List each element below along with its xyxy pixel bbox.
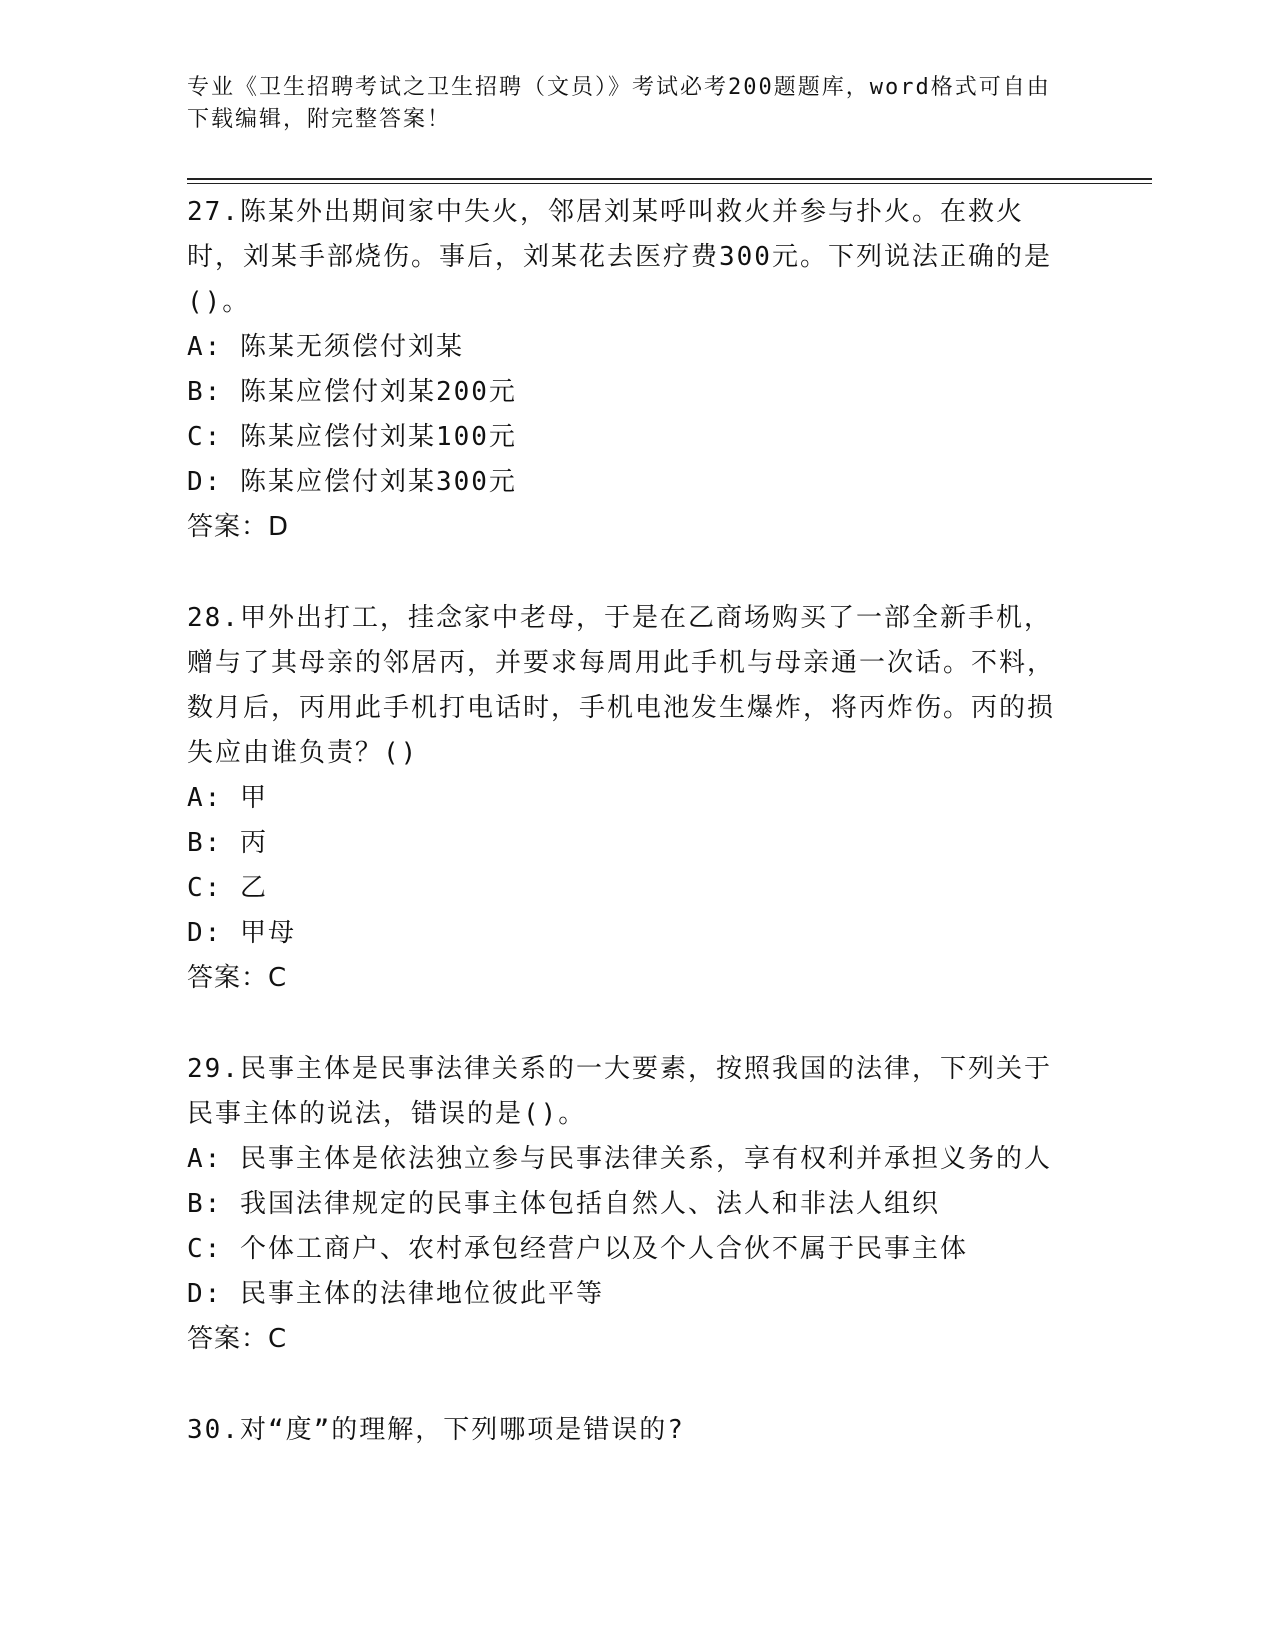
answer-label: 答案：D bbox=[187, 512, 290, 542]
question-text: 28.甲外出打工，挂念家中老母，于是在乙商场购买了一部全新手机，赠与了其母亲的邻居丙，并要求每周用此手机与母亲通一次话。不料，数月后，丙用此手机打电话时，手机电池发生爆炸，将丙炸伤。丙的损失应由谁负责？() bbox=[187, 603, 1056, 768]
question-text: 29.民事主体是民事法律关系的一大要素，按照我国的法律，下列关于民事主体的说法，错误的是()。 bbox=[187, 1054, 1052, 1129]
header-rule-thick bbox=[187, 178, 1152, 180]
question-text: 30.对“度”的理解，下列哪项是错误的? bbox=[187, 1415, 685, 1445]
question-28 bbox=[187, 596, 1067, 1001]
document-header: 专业《卫生招聘考试之卫生招聘（文员）》考试必考200题题库，word格式可自由下载编辑，附完整答案！ bbox=[187, 75, 1051, 132]
option-b: B: 陈某应偿付刘某200元 bbox=[187, 377, 517, 407]
option-d: D: 民事主体的法律地位彼此平等 bbox=[187, 1279, 604, 1309]
option-a: A: 甲 bbox=[187, 783, 268, 813]
option-c: C: 个体工商户、农村承包经营户以及个人合伙不属于民事主体 bbox=[187, 1234, 968, 1264]
option-a: A: 陈某无须偿付刘某 bbox=[187, 332, 464, 362]
question-30 bbox=[187, 1408, 1067, 1453]
answer-label: 答案：C bbox=[187, 1324, 288, 1354]
answer-label: 答案：C bbox=[187, 963, 288, 993]
option-d: D: 甲母 bbox=[187, 918, 296, 948]
question-29 bbox=[187, 1047, 1067, 1362]
option-b: B: 丙 bbox=[187, 828, 268, 858]
option-a: A: 民事主体是依法独立参与民事法律关系，享有权利并承担义务的人 bbox=[187, 1144, 1052, 1174]
option-c: C: 陈某应偿付刘某100元 bbox=[187, 422, 517, 452]
question-text: 27.陈某外出期间家中失火，邻居刘某呼叫救火并参与扑火。在救火时，刘某手部烧伤。事后，刘某花去医疗费300元。下列说法正确的是()。 bbox=[187, 197, 1052, 317]
option-d: D: 陈某应偿付刘某300元 bbox=[187, 467, 517, 497]
question-list bbox=[187, 190, 1067, 1499]
question-27 bbox=[187, 190, 1067, 550]
option-b: B: 我国法律规定的民事主体包括自然人、法人和非法人组织 bbox=[187, 1189, 940, 1219]
option-c: C: 乙 bbox=[187, 873, 268, 903]
header-rule-thin bbox=[187, 183, 1152, 184]
